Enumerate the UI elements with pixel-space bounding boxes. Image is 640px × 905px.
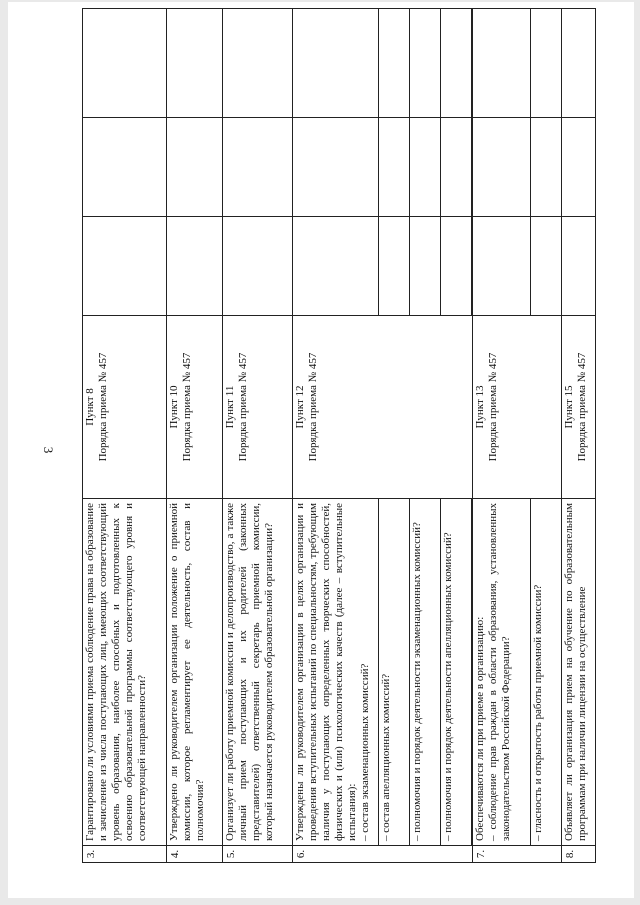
row-number: 6. bbox=[293, 846, 473, 863]
table-row bbox=[562, 9, 596, 863]
answer-cell bbox=[293, 9, 379, 118]
answer-cell bbox=[83, 118, 167, 217]
sub-question: – полномочия и порядок деятельности апелляционных комиссий? bbox=[441, 499, 472, 846]
question-cell: Объявляет ли организация прием на обучение по образовательным программам при наличии лицензии на осуществление bbox=[562, 499, 596, 846]
answer-cell bbox=[410, 118, 441, 217]
answer-cell bbox=[223, 9, 293, 118]
answer-cell bbox=[223, 118, 293, 217]
table-row bbox=[167, 9, 223, 863]
source-cell bbox=[473, 316, 562, 499]
answer-cell bbox=[441, 9, 472, 118]
row-number: 3. bbox=[83, 846, 167, 863]
checklist-table-frame bbox=[82, 33, 634, 863]
source-cell bbox=[167, 316, 223, 499]
clause-label: Пункт 10 bbox=[168, 385, 180, 429]
sub-question: – полномочия и порядок деятельности экзаменационных комиссий? bbox=[410, 499, 441, 846]
answer-cell bbox=[83, 9, 167, 118]
question-cell: Гарантировано ли условиями приема соблюдение права на образование и зачисление из числа поступающих лиц, имеющих соответствующий уровень образования, наиболее способных и подготовленных к освоению образовательной программы соответствующего уровня и соответствующей направленности? bbox=[83, 499, 167, 846]
question-cell: Утверждено ли руководителем организации положение о приемной комиссии, которое регламентирует ее деятельность, состав и полномочия? bbox=[167, 499, 223, 846]
clause-label: Пункт 12 bbox=[294, 385, 306, 429]
question-text: Обеспечиваются ли при приеме в организацию: bbox=[474, 616, 486, 841]
clause-ref: Порядка приема № 457 bbox=[180, 352, 193, 462]
clause-ref: Порядка приема № 457 bbox=[486, 352, 499, 462]
clause-ref: Порядка приема № 457 bbox=[575, 352, 588, 462]
answer-cell bbox=[379, 217, 410, 316]
answer-cell bbox=[441, 217, 472, 316]
answer-cell bbox=[167, 217, 223, 316]
question-cell bbox=[473, 499, 531, 846]
answer-cell bbox=[167, 9, 223, 118]
answer-cell bbox=[473, 217, 531, 316]
answer-cell bbox=[473, 9, 531, 118]
answer-cell bbox=[562, 9, 596, 118]
source-cell bbox=[562, 316, 596, 499]
answer-cell bbox=[379, 9, 410, 118]
answer-cell bbox=[293, 118, 379, 217]
answer-cell bbox=[293, 217, 379, 316]
question-text: Утверждены ли руководителем организации в целях организации и проведения вступительных испытаний по специальностям, требующим наличия у поступающих определенных творческих способностей, физических и (или) психологических качеств (далее – вступительные испытания): bbox=[294, 503, 358, 841]
answer-cell bbox=[83, 217, 167, 316]
question-cell: Организует ли работу приемной комиссии и делопроизводство, а также личный прием поступающих и их родителей (законных представителей) ответственный секретарь приемной комиссии, который назначается руководителем образовательной организации? bbox=[223, 499, 293, 846]
table-row bbox=[223, 9, 293, 863]
clause-label: Пункт 13 bbox=[474, 385, 486, 429]
clause-ref: Порядка приема № 457 bbox=[306, 352, 319, 462]
row-number: 5. bbox=[223, 846, 293, 863]
row-number: 4. bbox=[167, 846, 223, 863]
sub-question: – соблюдение прав граждан в области образования, установленных законодательством Российской Федерации? bbox=[486, 503, 512, 841]
row-number: 8. bbox=[562, 846, 596, 863]
answer-cell bbox=[473, 118, 531, 217]
answer-cell bbox=[531, 9, 562, 118]
source-cell bbox=[293, 316, 473, 499]
answer-cell bbox=[410, 217, 441, 316]
clause-label: Пункт 8 bbox=[84, 388, 96, 426]
source-cell bbox=[223, 316, 293, 499]
answer-cell bbox=[167, 118, 223, 217]
page-number: 3 bbox=[41, 446, 56, 454]
answer-cell bbox=[562, 217, 596, 316]
answer-cell bbox=[410, 9, 441, 118]
clause-ref: Порядка приема № 457 bbox=[236, 352, 249, 462]
table-row bbox=[473, 9, 531, 863]
clause-ref: Порядка приема № 457 bbox=[96, 352, 109, 462]
answer-cell bbox=[562, 118, 596, 217]
answer-cell bbox=[441, 118, 472, 217]
checklist-table bbox=[82, 8, 596, 863]
answer-cell bbox=[531, 118, 562, 217]
answer-cell bbox=[379, 118, 410, 217]
answer-cell bbox=[223, 217, 293, 316]
table-row bbox=[83, 9, 167, 863]
document-page bbox=[8, 2, 634, 898]
sub-question: – состав экзаменационных комиссий? bbox=[358, 663, 371, 841]
sub-question: – гласность и открытость работы приемной комиссии? bbox=[531, 499, 562, 846]
answer-cell bbox=[531, 217, 562, 316]
sub-question: – состав апелляционных комиссий? bbox=[379, 499, 410, 846]
clause-label: Пункт 11 bbox=[224, 385, 236, 429]
question-cell bbox=[293, 499, 379, 846]
source-cell bbox=[83, 316, 167, 499]
row-number: 7. bbox=[473, 846, 562, 863]
clause-label: Пункт 15 bbox=[563, 385, 575, 429]
table-row bbox=[293, 9, 379, 863]
